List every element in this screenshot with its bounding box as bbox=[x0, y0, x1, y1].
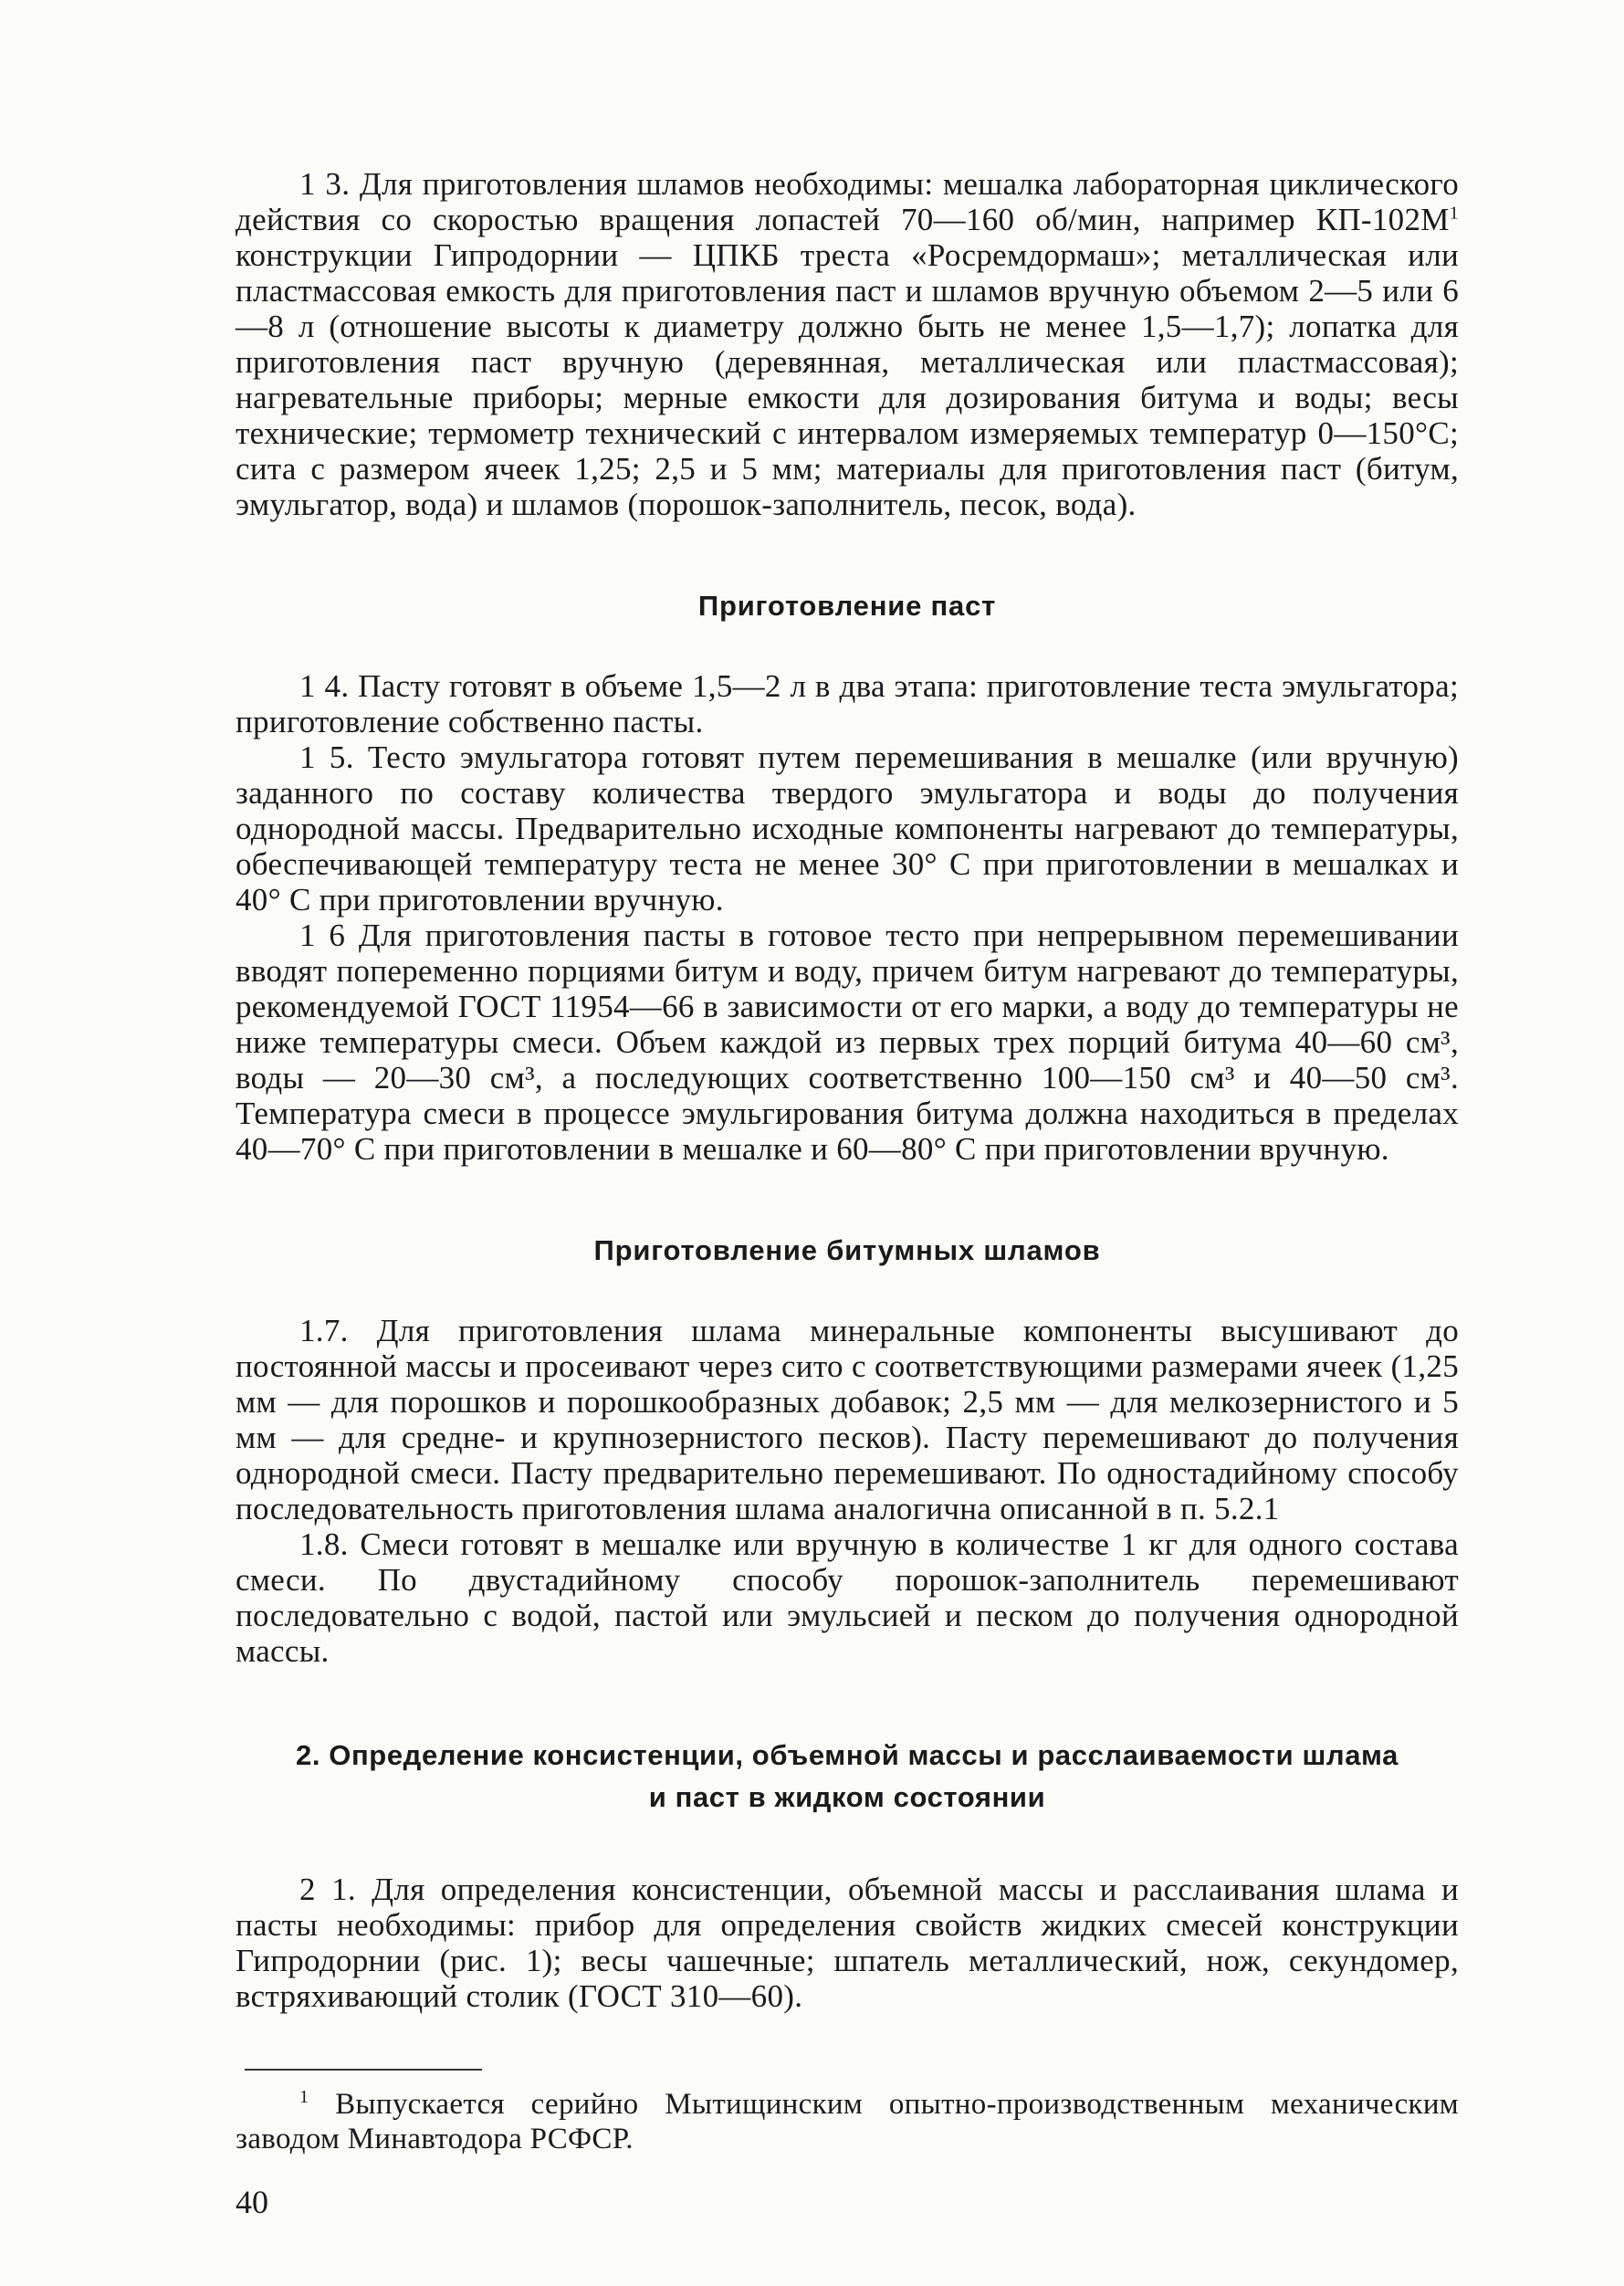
page-number: 40 bbox=[236, 2184, 268, 2220]
paragraph-1-6: 1 6 Для приготовления пасты в готовое тесто при непрерывном перемешивании вводят попеременно порциями битум и воду, причем битум нагревают до температуры, рекомендуемой ГОСТ 11954—66 в зависимости от его марки, а воду до температуры не ниже температуры смеси. Объем каждой из первых трех порций битума 40—60 см³, воды — 20—30 см³, а последующих соответственно 100—150 см³ и 40—50 см³. Температура смеси в процессе эмульгирования битума должна находиться в пределах 40—70° С при приготовлении в мешалке и 60—80° С при приготовлении вручную. bbox=[236, 918, 1459, 1167]
page-content bbox=[236, 166, 1459, 2220]
footnote-reference: 1 bbox=[1449, 203, 1459, 224]
footnote-text: Выпускается серийно Мытищинским опытно-производственным механическим заводом Минавтодора РСФСР. bbox=[236, 2088, 1459, 2155]
heading-paste-preparation: Приготовление паст bbox=[697, 590, 997, 622]
footnote-marker: 1 bbox=[299, 2087, 309, 2107]
section-2-heading-line-1: 2. Определение консистенции, объемной массы и расслаиваемости шлама bbox=[295, 1739, 1399, 1771]
paragraph-1-5: 1 5. Тесто эмульгатора готовят путем перемешивания в мешалке (или вручную) заданного по составу количества твердого эмульгатора и воды до получения однородной массы. Предварительно исходные компоненты нагревают до температуры, обеспечивающей температуру теста не менее 30° С при приготовлении в мешалках и 40° С при приготовлении вручную. bbox=[236, 739, 1459, 918]
heading-slurry-preparation: Приготовление битумных шламов bbox=[593, 1234, 1101, 1266]
section-2-heading bbox=[236, 1735, 1459, 1819]
footnote-divider bbox=[245, 2069, 482, 2071]
paragraph-1-3 bbox=[236, 166, 1459, 522]
paragraph-2-1: 2 1. Для определения консистенции, объемной массы и расслаивания шлама и пасты необходимы: прибор для определения свойств жидких смесей конструкции Гипродорнии (рис. 1); весы чашечные; шпатель металлический, нож, секундомер, встряхивающий столик (ГОСТ 310—60). bbox=[236, 1872, 1459, 2014]
paragraph-1-8: 1.8. Смеси готовят в мешалке или вручную в количестве 1 кг для одного состава смеси. По двустадийному способу порошок-заполнитель перемешивают последовательно с водой, пастой или эмульсией и песком до получения однородной массы. bbox=[236, 1526, 1459, 1669]
paragraph-1-3-text: 1 3. Для приготовления шламов необходимы: мешалка лабораторная циклического действия со скоростью вращения лопастей 70—160 об/мин, например КП-102М bbox=[236, 166, 1459, 237]
paragraph-1-3-text-rest: конструкции Гипродорнии — ЦПКБ треста «Росремдормаш»; металлическая или пластмассовая емкость для приготовления паст и шламов вручную объемом 2—5 или 6—8 л (отношение высоты к диаметру должно быть не менее 1,5—1,7); лопатка для приготовления паст вручную (деревянная, металлическая или пластмассовая); нагревательные приборы; мерные емкости для дозирования битума и воды; весы технические; термометр технический с интервалом измеряемых температур 0—150°С; сита с размером ячеек 1,25; 2,5 и 5 мм; материалы для приготовления паст (битум, эмульгатор, вода) и шламов (порошок-заполнитель, песок, вода). bbox=[236, 237, 1459, 522]
paragraph-1-4: 1 4. Пасту готовят в объеме 1,5—2 л в два этапа: приготовление теста эмульгатора; приготовление собственно пасты. bbox=[236, 668, 1459, 739]
paragraph-1-7: 1.7. Для приготовления шлама минеральные компоненты высушивают до постоянной массы и просеивают через сито с соответствующими размерами ячеек (1,25 мм — для порошков и порошкообразных добавок; 2,5 мм — для мелкозернистого и 5 мм — для средне- и крупнозернистого песков). Пасту перемешивают до получения однородной смеси. Пасту предварительно перемешивают. По одностадийному способу последовательность приготовления шлама аналогична описанной в п. 5.2.1 bbox=[236, 1313, 1459, 1526]
section-2-heading-line-2: и паст в жидком состоянии bbox=[648, 1781, 1046, 1813]
footnote bbox=[236, 2087, 1459, 2156]
